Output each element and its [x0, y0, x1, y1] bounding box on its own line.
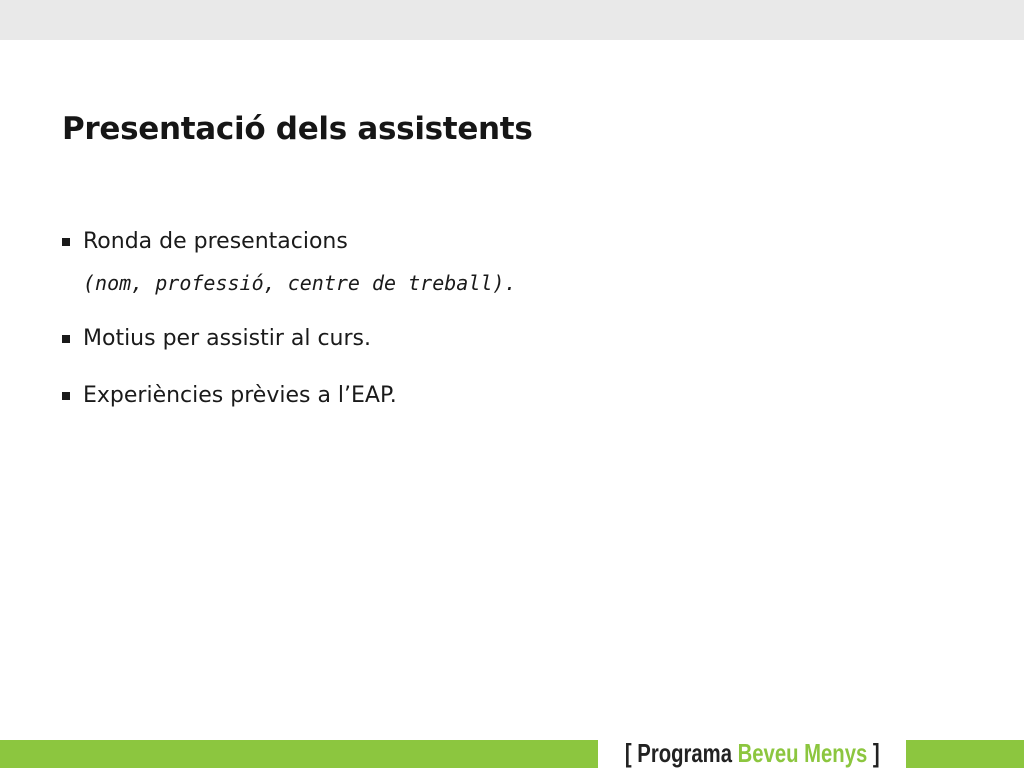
square-bullet-icon: [62, 392, 70, 400]
bullet-item: [62, 319, 962, 358]
bullet-list: [62, 222, 962, 415]
bullet-subtext: (nom, professió, centre de treball).: [83, 271, 517, 295]
top-band: [0, 0, 1024, 40]
brand-open: [ Programa: [624, 738, 738, 768]
bullet-text: Motius per assistir al curs.: [83, 326, 371, 351]
square-bullet-icon: [62, 238, 70, 246]
brand-accent: Beveu Menys: [737, 738, 867, 768]
bullet-text: Experiències prèvies a l’EAP.: [83, 383, 397, 408]
bullet-text: Ronda de presentacions: [83, 229, 348, 254]
program-brand-logo: [598, 738, 906, 768]
slide-title: Presentació dels assistents: [62, 111, 533, 147]
brand-text: [625, 738, 880, 768]
bullet-item: [62, 222, 962, 301]
brand-close: ]: [866, 738, 880, 768]
bullet-item: [62, 376, 962, 415]
square-bullet-icon: [62, 335, 70, 343]
